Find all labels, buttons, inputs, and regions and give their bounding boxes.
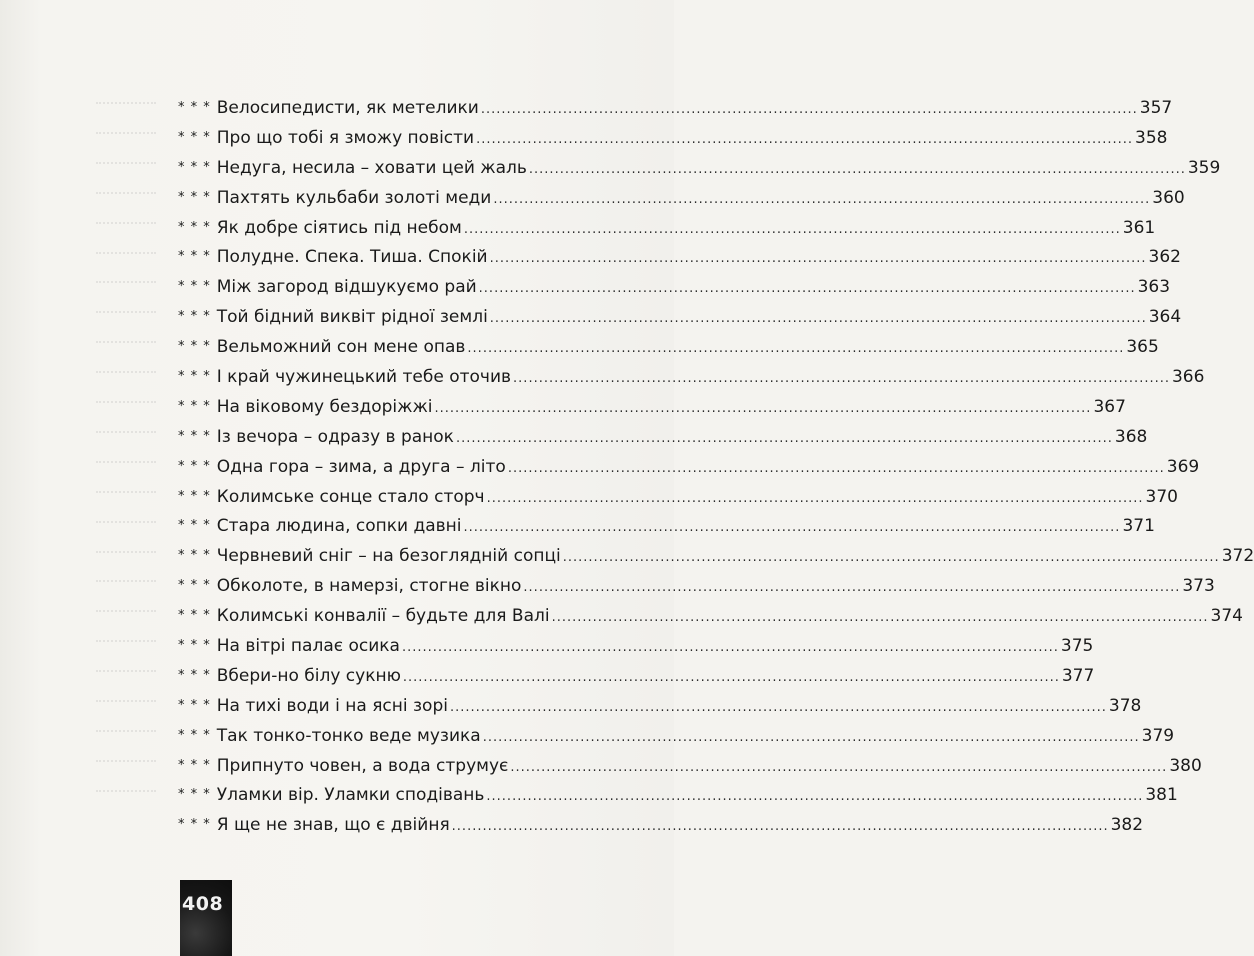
toc-entry [178, 273, 1171, 303]
toc-entry [178, 572, 1215, 602]
toc-entry-page-number: 365 [1126, 337, 1159, 358]
toc-entry-title: І край чужинецький тебе оточив [216, 367, 512, 388]
show-through-mark [96, 100, 156, 104]
toc-entry-title: Між загород відшукуємо рай [216, 277, 477, 298]
toc-entry-page-number: 375 [1060, 636, 1094, 657]
asterism-marker: * * * [178, 219, 211, 235]
show-through-mark [96, 549, 156, 553]
dot-leader [476, 125, 1133, 155]
toc-entry-title: Як добре сіятись під небом [216, 217, 462, 238]
show-through-mark [96, 608, 156, 612]
asterism-marker: * * * [178, 100, 211, 115]
dot-leader [513, 364, 1170, 394]
toc-entry-page-number: 366 [1171, 367, 1205, 388]
toc-entry [178, 453, 1200, 483]
asterism-marker: * * * [178, 249, 211, 265]
dot-leader [435, 394, 1092, 424]
toc-entry [178, 483, 1178, 513]
toc-entry-page-number: 363 [1137, 277, 1171, 298]
toc-entry-page-number: 361 [1122, 217, 1156, 238]
toc-entry-page-number: 374 [1210, 606, 1243, 627]
dot-leader [456, 424, 1113, 454]
dot-leader [402, 633, 1059, 663]
toc-entry-title: Пахтять кульбаби золоті меди [216, 187, 492, 208]
asterism-marker: * * * [178, 369, 211, 385]
dot-leader [552, 603, 1209, 633]
toc-entry-page-number: 380 [1169, 755, 1202, 776]
show-through-mark [96, 279, 156, 283]
asterism-marker: * * * [178, 189, 211, 205]
show-through-mark [96, 130, 156, 134]
toc-entry-title: Стара людина, сопки давні [216, 516, 462, 537]
show-through-mark [96, 788, 156, 792]
toc-entry-page-number: 381 [1145, 785, 1178, 806]
toc-entry [178, 602, 1243, 632]
show-through-mark [96, 220, 156, 224]
toc-entry [178, 303, 1182, 333]
toc-entry-title: Я ще не знав, що є двійня [216, 815, 450, 836]
toc-entry [178, 243, 1181, 273]
dot-leader [508, 454, 1165, 484]
asterism-marker: * * * [178, 309, 211, 325]
dot-leader [467, 334, 1124, 364]
show-through-mark [96, 459, 156, 463]
asterism-marker: * * * [178, 727, 211, 743]
toc-entry-title: Вельможний сон мене опав [216, 337, 466, 358]
toc-entry [178, 423, 1148, 453]
toc-entry-title: Припнуто човен, а вода струмує [216, 755, 509, 776]
show-through-mark [96, 698, 156, 702]
toc-entry [178, 124, 1168, 154]
toc-entry [178, 363, 1205, 393]
show-through-mark [96, 668, 156, 672]
toc-entry [178, 662, 1095, 692]
toc-entry-page-number: 362 [1148, 247, 1181, 268]
asterism-marker: * * * [178, 548, 211, 564]
dot-leader [523, 573, 1180, 603]
table-of-contents [178, 94, 1254, 841]
toc-entry-title: Полудне. Спека. Тиша. Спокій [216, 247, 488, 268]
toc-entry [178, 333, 1159, 363]
asterism-marker: * * * [178, 757, 211, 773]
asterism-marker: * * * [178, 817, 211, 833]
toc-entry-title: На тихі води і на ясні зорі [216, 695, 448, 716]
toc-entry-title: Червневий сніг – на безоглядній сопці [216, 546, 561, 567]
asterism-marker: * * * [178, 129, 211, 145]
toc-entry-title: Велосипедисти, як метелики [216, 98, 479, 118]
dot-leader [486, 782, 1143, 812]
toc-entry-title: Вбери-но білу сукню [216, 665, 401, 686]
asterism-marker: * * * [178, 697, 211, 713]
dot-leader [464, 513, 1121, 543]
asterism-marker: * * * [178, 578, 211, 594]
toc-entry-page-number: 378 [1108, 695, 1142, 716]
show-through-mark [96, 399, 156, 403]
toc-entry [178, 214, 1156, 244]
show-through-mark [96, 190, 156, 194]
show-through-mark [96, 250, 156, 254]
asterism-marker: * * * [178, 428, 211, 444]
dot-leader [529, 155, 1186, 185]
toc-entry [178, 94, 1173, 124]
toc-entry-page-number: 360 [1152, 187, 1185, 208]
toc-entry-page-number: 367 [1093, 396, 1126, 417]
dot-leader [403, 663, 1060, 693]
toc-entry [178, 752, 1202, 782]
toc-entry-title: Уламки вір. Уламки сподівань [216, 785, 485, 806]
asterism-marker: * * * [178, 398, 211, 414]
asterism-marker: * * * [178, 279, 211, 295]
toc-entry-page-number: 364 [1148, 307, 1182, 328]
show-through-mark [96, 339, 156, 343]
toc-entry [178, 393, 1126, 423]
asterism-marker: * * * [178, 159, 211, 175]
dot-leader [483, 723, 1140, 753]
toc-entry-title: Про що тобі я зможу повісти [216, 127, 475, 148]
dot-leader [490, 304, 1147, 334]
toc-entry-title: Так тонко-тонко веде музика [216, 725, 481, 746]
asterism-marker: * * * [178, 608, 211, 624]
toc-entry-title: На віковому бездоріжжі [216, 396, 433, 417]
toc-entry [178, 781, 1178, 811]
toc-entry [178, 154, 1221, 184]
toc-entry [178, 184, 1185, 214]
asterism-marker: * * * [178, 667, 211, 683]
show-through-mark [96, 369, 156, 373]
toc-entry-page-number: 377 [1061, 665, 1095, 686]
toc-entry-title: Із вечора – одразу в ранок [216, 426, 454, 447]
dot-leader [493, 185, 1150, 215]
toc-entry-page-number: 369 [1166, 456, 1200, 477]
toc-entry-page-number: 368 [1114, 426, 1148, 447]
show-through-mark [96, 728, 156, 732]
dot-leader [563, 543, 1220, 573]
toc-entry [178, 722, 1175, 752]
toc-entry-title: Недуга, несила – ховати цей жаль [216, 157, 527, 178]
toc-entry-page-number: 357 [1139, 98, 1173, 118]
dot-leader [481, 95, 1138, 125]
toc-entry [178, 811, 1144, 841]
toc-entry-title: Колимське сонце стало сторч [216, 486, 485, 507]
toc-entry [178, 512, 1155, 542]
toc-entry-page-number: 373 [1182, 576, 1215, 597]
asterism-marker: * * * [178, 787, 211, 803]
toc-entry-page-number: 382 [1110, 815, 1144, 836]
toc-entry [178, 632, 1094, 662]
dot-leader [510, 753, 1167, 783]
asterism-marker: * * * [178, 518, 211, 534]
dot-leader [452, 812, 1109, 842]
toc-entry-title: Той бідний виквіт рідної землі [216, 307, 488, 328]
dot-leader [464, 215, 1121, 245]
toc-entry-title: На вітрі палає осика [216, 636, 400, 657]
show-through-mark [96, 489, 156, 493]
toc-entry [178, 542, 1254, 572]
toc-entry-title: Колимські конвалії – будьте для Валі [216, 606, 550, 627]
dot-leader [479, 274, 1136, 304]
toc-entry-title: Обколоте, в намерзі, стогне вікно [216, 576, 522, 597]
toc-entry-page-number: 370 [1145, 486, 1178, 507]
show-through-mark [96, 758, 156, 762]
asterism-marker: * * * [178, 339, 211, 355]
dot-leader [490, 244, 1147, 274]
page-number: 408 [182, 893, 224, 915]
toc-entry [178, 692, 1142, 722]
toc-entry-page-number: 379 [1141, 725, 1175, 746]
asterism-marker: * * * [178, 488, 211, 504]
show-through-mark [96, 578, 156, 582]
dot-leader [450, 693, 1107, 723]
toc-entry-title: Одна гора – зима, а друга – літо [216, 456, 506, 477]
toc-entry-page-number: 359 [1187, 157, 1221, 178]
asterism-marker: * * * [178, 638, 211, 654]
toc-entry-page-number: 371 [1122, 516, 1155, 537]
show-through-mark [96, 519, 156, 523]
toc-entry-page-number: 372 [1221, 546, 1254, 567]
show-through-mark [96, 429, 156, 433]
asterism-marker: * * * [178, 458, 211, 474]
show-through-mark [96, 160, 156, 164]
show-through-mark [96, 309, 156, 313]
toc-entry-page-number: 358 [1135, 127, 1168, 148]
page-number-tab [180, 880, 232, 956]
dot-leader [487, 484, 1144, 514]
show-through-mark [96, 638, 156, 642]
